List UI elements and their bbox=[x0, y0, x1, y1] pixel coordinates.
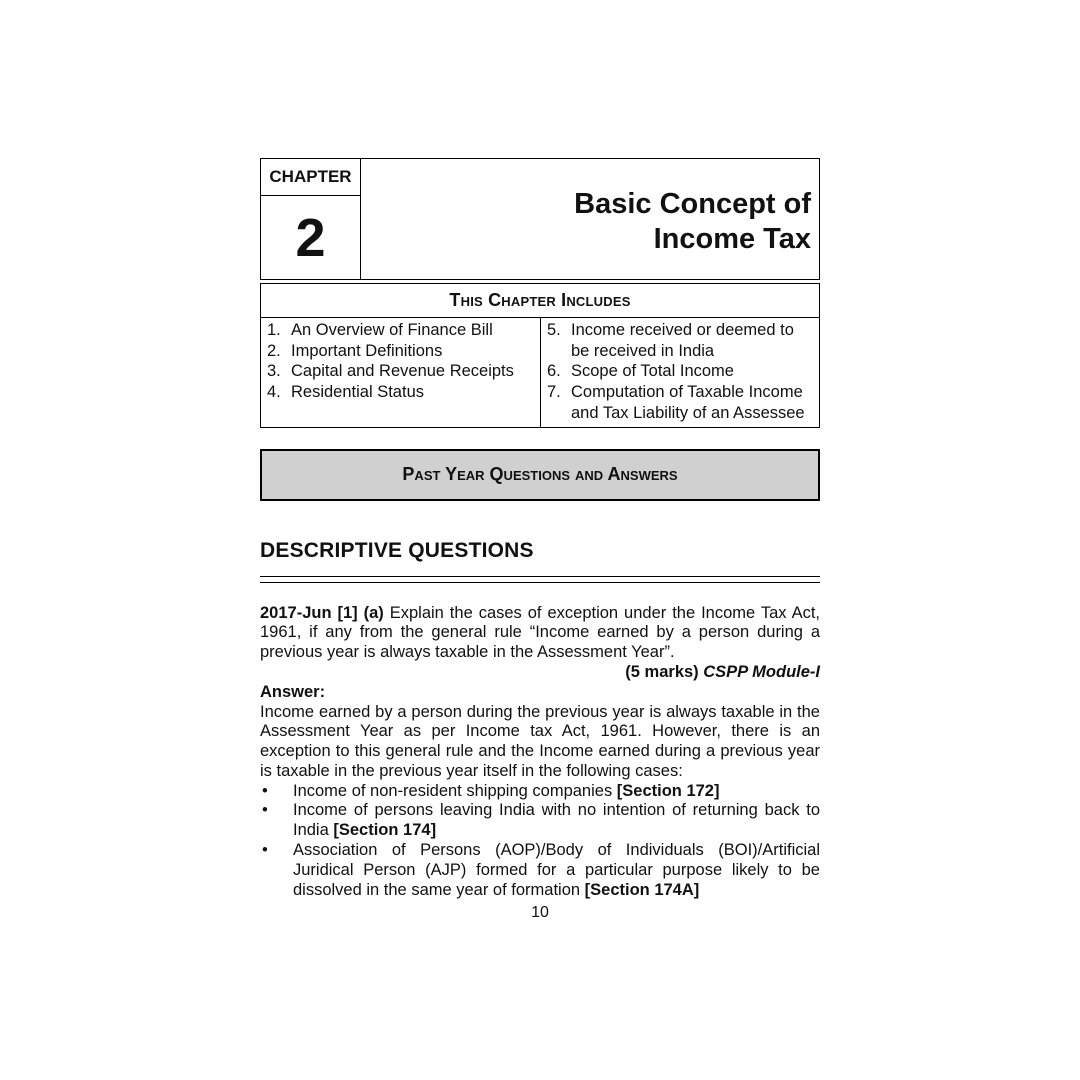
question-module: CSPP Module-I bbox=[703, 662, 820, 681]
page-number: 10 bbox=[531, 904, 549, 922]
answer-intro: Income earned by a person during the previous year is always taxable in the Assessment Year as per Income tax Act, 1961. However, there is an exception to this general rule and the Income earned during a previous year is taxable in the previous year itself in the following cases: bbox=[260, 702, 820, 780]
includes-left-column bbox=[261, 318, 541, 427]
bullet-icon: • bbox=[262, 841, 268, 860]
chapter-includes-box bbox=[260, 283, 820, 428]
chapter-label: CHAPTER bbox=[261, 159, 360, 196]
chapter-title-line1: Basic Concept of bbox=[574, 188, 811, 220]
includes-item: 5. Income received or deemed to be received in India bbox=[547, 321, 794, 360]
chapter-number: 2 bbox=[295, 207, 326, 268]
section-divider bbox=[260, 576, 820, 583]
bullet-icon: • bbox=[262, 781, 268, 800]
includes-item: 7. Computation of Taxable Income and Tax Liability of an Assessee bbox=[547, 383, 805, 422]
past-year-banner: Past Year Questions and Answers bbox=[260, 449, 820, 501]
list-item: • Income of persons leaving India with no intention of returning back to India [Section 174] bbox=[262, 801, 820, 840]
question-answer-body bbox=[260, 604, 820, 924]
question-ref: 2017-Jun [1] (a) bbox=[260, 603, 384, 622]
chapter-title bbox=[361, 159, 819, 279]
list-item: • Income of non-resident shipping companies [Section 172] bbox=[262, 781, 720, 800]
bullet-icon: • bbox=[262, 801, 268, 820]
chapter-title-line2: Income Tax bbox=[653, 223, 811, 255]
includes-item: 6. Scope of Total Income bbox=[547, 362, 734, 381]
list-item: • Association of Persons (AOP)/Body of Individuals (BOI)/Artificial Juridical Person (AJP) formed for a particular purpose likely to be dissolved in the same year of formation [Section 174A] bbox=[262, 841, 820, 899]
includes-item: 4. Residential Status bbox=[267, 383, 424, 402]
includes-heading: This Chapter Includes bbox=[261, 284, 819, 318]
answer-bullet-list bbox=[260, 782, 820, 901]
chapter-badge bbox=[261, 159, 361, 279]
section-title: DESCRIPTIVE QUESTIONS bbox=[260, 538, 534, 562]
includes-item: 3. Capital and Revenue Receipts bbox=[267, 362, 514, 381]
includes-right-column bbox=[541, 318, 819, 427]
question-text: 2017-Jun [1] (a) Explain the cases of exception under the Income Tax Act, 1961, if any from the general rule “Income earned by a person during a previous year is always taxable in the Assessment Year”. bbox=[260, 603, 820, 662]
answer-label: Answer: bbox=[260, 682, 326, 701]
includes-item: 1. An Overview of Finance Bill bbox=[267, 321, 493, 339]
chapter-header bbox=[260, 158, 820, 280]
includes-item: 2. Important Definitions bbox=[267, 341, 443, 360]
book-page bbox=[260, 158, 820, 923]
question-marks: (5 marks) CSPP Module-I bbox=[625, 662, 820, 681]
